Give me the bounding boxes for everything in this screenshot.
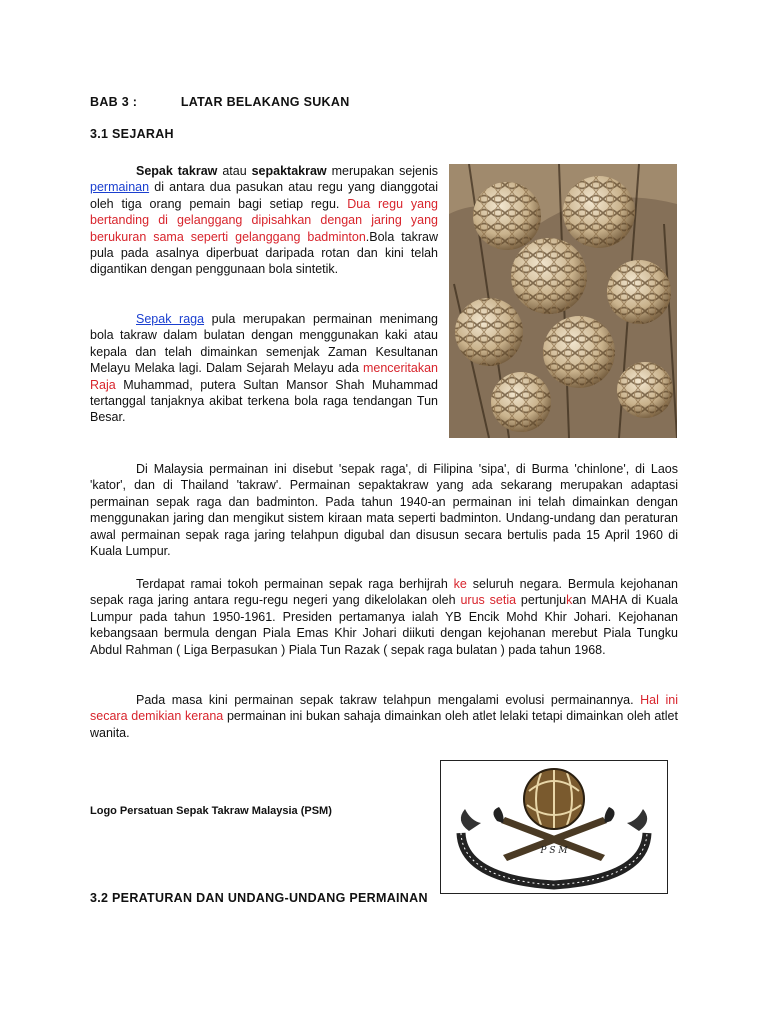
text: .Bola takraw pula pada asalnya diperbuat daripada rotan dan kini telah digantikan dengan penggunaan bola sintetik. bbox=[90, 229, 439, 277]
text: di antara dua pasukan atau regu yang dianggotai oleh tiga orang pemain bagi setiap regu. bbox=[90, 180, 438, 211]
chapter-heading bbox=[90, 95, 350, 109]
highlighted-text: menceritakan Raja bbox=[90, 361, 438, 392]
text: pertunju bbox=[516, 593, 567, 608]
psm-emblem-icon bbox=[441, 761, 667, 893]
text: Pada masa kini permainan sepak takraw telahpun mengalami evolusi permainannya. bbox=[136, 693, 641, 707]
text: permainan ini bukan sahaja dimainkan oleh atlet lelaki tetapi dimainkan oleh atlet wanita. bbox=[90, 709, 678, 740]
paragraph-1 bbox=[90, 163, 438, 278]
text: pula merupakan permainan menimang bola takraw dalam bulatan dengan menggunakan kaki atau kepala dan telah dimainkan semenjak Zaman Kesultanan Melayu Melaka lagi. Dalam Sejarah Melayu ada bbox=[90, 312, 438, 376]
term-sepak-takraw: Sepak takraw bbox=[136, 164, 218, 178]
text: atau bbox=[217, 164, 252, 178]
chapter-number: BAB 3 : bbox=[90, 95, 138, 109]
highlighted-text: k bbox=[566, 593, 573, 608]
text: merupakan sejenis bbox=[326, 164, 438, 178]
section-heading-peraturan: 3.2 PERATURAN DAN UNDANG-UNDANG PERMAINAN bbox=[90, 891, 428, 905]
logo-caption: Logo Persatuan Sepak Takraw Malaysia (PSM) bbox=[90, 805, 332, 817]
paragraph-2 bbox=[90, 311, 438, 426]
section-heading-sejarah: 3.1 SEJARAH bbox=[90, 127, 174, 141]
text: Terdapat ramai tokoh permainan sepak raga berhijrah bbox=[136, 577, 454, 591]
paragraph-4 bbox=[90, 576, 678, 658]
text: seluruh negara. Bermula kejohanan sepak raga jaring antara regu-regu negeri yang dikelolakan oleh bbox=[90, 577, 678, 608]
paragraph-3: Di Malaysia permainan ini disebut 'sepak raga', di Filipina 'sipa', di Burma 'chinlone', di Laos 'kator', dan di Thailand 'takraw'. Permainan sepaktakraw yang ada sekarang merupakan adaptasi permainan sepak raga dan badminton. Pada tahun 1940-an permainan ini telah dimainkan dengan menggunakan jaring dan mengikut sistem kiraan mata seperti badminton. Undang-undang dan peraturan awal permainan sepak raga jaring telahpun digubal dan disusun secara bertulis pada 15 April 1960 di Kuala Lumpur. bbox=[90, 462, 678, 559]
chapter-title: LATAR BELAKANG SUKAN bbox=[180, 95, 350, 109]
link-permainan[interactable]: permainan bbox=[90, 180, 150, 195]
text: Muhammad, putera Sultan Mansor Shah Muhammad tertanggal tanjaknya akibat terkena bola raga tendangan Tun Besar. bbox=[90, 377, 438, 425]
highlighted-text: Dua regu yang bertanding di gelanggang dipisahkan dengan jaring yang berukuran sama seperti gelanggang badminton bbox=[90, 196, 438, 244]
paragraph-5 bbox=[90, 692, 678, 741]
text: an MAHA di Kuala Lumpur pada tahun 1950-1961. Presiden pertamanya ialah YB Encik Mohd Khir Johari. Kejohanan kebangsaan bermula dengan Piala Emas Khir Johari diikuti dengan kejohanan merebut Piala Tungku Abdul Rahman ( Liga Berpasukan ) Piala Tun Razak ( sepak raga bulatan ) pada tahun 1968. bbox=[90, 593, 678, 657]
emblem-text: P S M bbox=[540, 846, 568, 856]
highlighted-text: Hal ini secara demikian kerana bbox=[90, 693, 678, 724]
highlighted-text: ke bbox=[453, 577, 467, 591]
psm-logo-frame bbox=[440, 760, 668, 894]
link-sepak-raga[interactable]: Sepak raga bbox=[136, 312, 205, 326]
highlighted-text: urus setia bbox=[460, 593, 517, 608]
term-sepaktakraw: sepaktakraw bbox=[251, 164, 327, 178]
takraw-balls-photo bbox=[449, 164, 677, 438]
